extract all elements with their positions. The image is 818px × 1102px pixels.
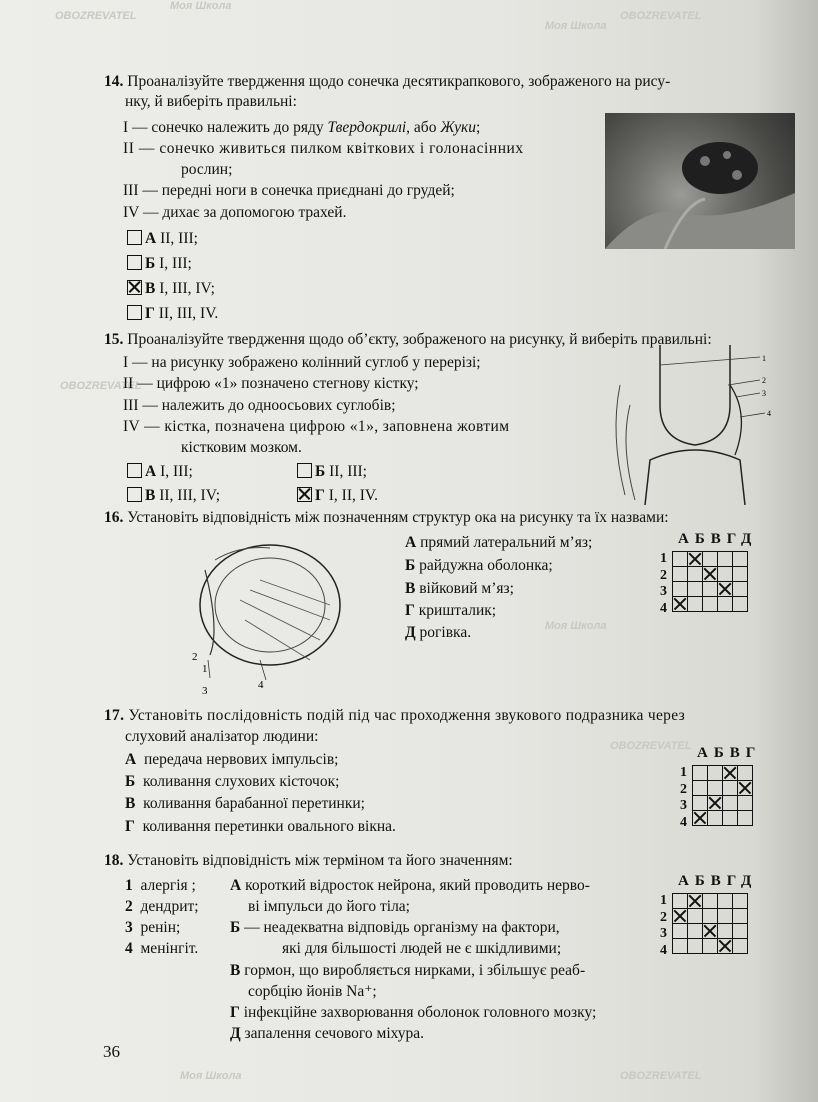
grid-cell[interactable] (673, 552, 688, 567)
q18-def-e (230, 1024, 424, 1044)
grid-cell-checked[interactable] (718, 939, 733, 954)
checkbox[interactable] (127, 305, 142, 320)
knee-label-4: 4 (767, 409, 771, 418)
option-text: I, II, IV. (328, 487, 378, 504)
item-text: коливання перетинки овального вікна. (142, 818, 396, 835)
option-letter: В (145, 487, 156, 504)
row-number: 1 (680, 765, 687, 780)
q15-statement-1: I — на рисунку зображено колінний суглоб у перерізі; (123, 354, 481, 371)
q15-statement-2: II — цифрою «1» позначено стегнову кістку; (123, 375, 419, 392)
grid-cell[interactable] (718, 552, 733, 567)
grid-cell[interactable] (733, 597, 748, 612)
s1-d: Жуки (440, 119, 476, 136)
q15-statement-4b: кістковим мозком. (181, 439, 302, 456)
ladybird-photo (605, 113, 795, 249)
ladybird-illustration (605, 113, 795, 249)
q16-item-b (405, 556, 553, 576)
term-number: 2 (125, 898, 133, 915)
q14-option-a[interactable] (127, 229, 198, 249)
grid-cell[interactable] (718, 909, 733, 924)
grid-cell[interactable] (723, 781, 738, 796)
term-number: 1 (125, 877, 133, 894)
watermark: Моя Школа (545, 20, 607, 32)
row-number: 4 (660, 942, 667, 958)
checkbox[interactable] (127, 463, 142, 478)
item-letter: А (125, 751, 137, 768)
term-text: менінгіт. (140, 940, 199, 957)
item-text: війковий м’яз; (419, 580, 514, 597)
grid-cell[interactable] (703, 894, 718, 909)
row-number: 2 (660, 909, 667, 925)
q18-term-4 (125, 939, 198, 959)
q17-item-a (125, 750, 338, 770)
grid-cell[interactable] (693, 766, 708, 781)
q15-text: Проаналізуйте твердження щодо об’єкту, зображеного на рисунку, й виберіть правильні: (127, 331, 712, 348)
item-text: райдужна оболонка; (419, 557, 553, 574)
grid-cell[interactable] (738, 796, 753, 811)
q17-line1 (104, 706, 685, 726)
q16-grid-header: АБВГД (678, 531, 758, 547)
q16-item-d (405, 601, 496, 621)
grid-cell[interactable] (688, 909, 703, 924)
item-text: рогівка. (419, 624, 472, 641)
q16-item-e (405, 623, 471, 643)
row-number: 1 (660, 551, 667, 566)
item-letter: А (405, 534, 417, 551)
option-letter: В (145, 280, 156, 297)
grid-cell[interactable] (688, 939, 703, 954)
q14-text: Проаналізуйте твердження щодо сонечка десятикрапкового, зображеного на рису- (127, 73, 671, 90)
grid-cell[interactable] (738, 766, 753, 781)
checkbox[interactable] (127, 487, 142, 502)
q14-option-d[interactable] (127, 304, 218, 324)
q18-def-a (230, 876, 590, 896)
q14-statement-2: II — сонечко живиться пилком квіткових і голонасінних (123, 140, 524, 157)
q18-term-3 (125, 918, 180, 938)
item-letter: Б (125, 773, 136, 790)
s1-b: Твердокрилі (327, 119, 407, 136)
item-text: коливання барабанної перетинки; (143, 795, 365, 812)
grid-cell-checked[interactable] (703, 567, 718, 582)
item-letter: Б (405, 557, 416, 574)
q14-option-c[interactable] (127, 279, 215, 299)
q15-option-b[interactable] (297, 462, 367, 482)
item-letter: Д (405, 624, 416, 641)
grid-cell[interactable] (723, 811, 738, 826)
grid-cell[interactable] (718, 597, 733, 612)
option-text: II, III; (329, 463, 367, 480)
option-letter: Б (315, 463, 326, 480)
q18-term-1 (125, 876, 196, 896)
item-letter: В (125, 795, 136, 812)
q18-text: Установіть відповідність між терміном та його значенням: (127, 852, 513, 869)
grid-cell[interactable] (708, 766, 723, 781)
option-text: II, III; (160, 230, 198, 247)
q14-statement-2b: рослин; (181, 161, 233, 178)
grid-cell[interactable] (673, 567, 688, 582)
def-letter: Г (230, 1004, 240, 1021)
grid-cell[interactable] (703, 909, 718, 924)
knee-joint-figure (600, 345, 775, 505)
q18-def-c2: сорбцію йонів Na⁺; (248, 983, 377, 1000)
q18-number: 18. (104, 852, 124, 869)
q18-grid-rows (660, 893, 667, 959)
q14-line2: нку, й виберіть правильні: (125, 93, 297, 110)
grid-cell[interactable] (718, 894, 733, 909)
term-number: 3 (125, 919, 133, 936)
grid-cell-checked[interactable] (723, 766, 738, 781)
q17-number: 17. (104, 707, 125, 724)
grid-cell[interactable] (703, 552, 718, 567)
def-letter: Б (230, 919, 241, 936)
watermark: OBOZREVATEL (610, 740, 692, 752)
s1-e: ; (475, 119, 481, 136)
checkbox[interactable] (127, 230, 142, 245)
grid-cell-checked[interactable] (693, 811, 708, 826)
def-text: — неадекватна відповідь організму на фактори, (244, 919, 560, 936)
q17-item-d (125, 817, 396, 837)
watermark: Моя Школа (180, 1070, 242, 1082)
knee-label-1: 1 (762, 354, 766, 363)
watermark: OBOZREVATEL (60, 380, 142, 392)
grid-cell[interactable] (718, 924, 733, 939)
q18-grid-header: АБВГД (678, 873, 758, 889)
q17-grid-header: АБВГ (697, 745, 762, 761)
option-text: II, III, IV; (159, 487, 221, 504)
row-number: 2 (680, 781, 687, 797)
item-text: прямий латеральний м’яз; (420, 534, 593, 551)
q16-line1 (104, 508, 669, 528)
grid-cell[interactable] (693, 781, 708, 796)
eye-label-3: 3 (202, 685, 208, 697)
q14-line1 (104, 72, 670, 92)
q15-option-c[interactable] (127, 486, 220, 506)
def-letter: А (230, 877, 242, 894)
grid-cell[interactable] (673, 924, 688, 939)
row-number: 3 (660, 926, 667, 942)
q18-def-b2: які для більшості людей не є шкідливими; (282, 940, 562, 957)
q17-item-c (125, 794, 365, 814)
page-number: 36 (103, 1042, 120, 1061)
item-text: кришталик; (418, 602, 497, 619)
def-letter: Д (230, 1025, 241, 1042)
item-text: передача нервових імпульсів; (143, 751, 339, 768)
option-letter: Г (145, 305, 155, 322)
row-number: 2 (660, 567, 667, 583)
checkbox[interactable] (297, 463, 312, 478)
watermark: OBOZREVATEL (55, 10, 137, 22)
row-number: 1 (660, 893, 667, 908)
option-text: I, III; (160, 463, 193, 480)
grid-cell[interactable] (708, 781, 723, 796)
term-text: ренін; (140, 919, 181, 936)
s1-a: I — сонечко належить до ряду (123, 119, 328, 136)
checkbox-checked[interactable] (297, 487, 312, 502)
item-letter: В (405, 580, 416, 597)
q15-number: 15. (104, 331, 124, 348)
grid-cell[interactable] (688, 924, 703, 939)
watermark: OBOZREVATEL (620, 10, 702, 22)
grid-cell[interactable] (703, 939, 718, 954)
q15-statement-3: III — належить до одноосьових суглобів; (123, 397, 396, 414)
option-letter: Б (145, 255, 156, 272)
option-text: I, III, IV; (159, 280, 215, 297)
q16-text: Установіть відповідність між позначенням структур ока на рисунку та їх назвами: (127, 509, 669, 526)
grid-cell-checked[interactable] (673, 597, 688, 612)
option-letter: Г (315, 487, 325, 504)
grid-cell[interactable] (673, 894, 688, 909)
q18-answer-grid[interactable] (672, 893, 748, 954)
knee-label-2: 2 (762, 376, 766, 385)
q17-line2: слуховий аналізатор людини: (125, 728, 319, 745)
knee-label-3: 3 (762, 389, 766, 398)
q16-grid-rows (660, 551, 667, 617)
term-number: 4 (125, 940, 133, 957)
q17-text: Установіть послідовність подій під час проходження звукового подразника через (128, 707, 685, 724)
option-text: I, III; (159, 255, 192, 272)
grid-cell-checked[interactable] (738, 781, 753, 796)
q14-number: 14. (104, 73, 124, 90)
item-text: коливання слухових кісточок; (143, 773, 340, 790)
item-letter: Г (125, 818, 135, 835)
option-letter: А (145, 463, 157, 480)
q15-option-a[interactable] (127, 462, 193, 482)
grid-cell[interactable] (718, 567, 733, 582)
row-number: 3 (660, 584, 667, 600)
watermark: Моя Школа (170, 0, 232, 12)
term-text: дендрит; (140, 898, 199, 915)
grid-cell-checked[interactable] (688, 552, 703, 567)
grid-cell[interactable] (733, 939, 748, 954)
option-text: II, III, IV. (158, 305, 219, 322)
q17-item-b (125, 772, 339, 792)
grid-cell[interactable] (733, 567, 748, 582)
s1-c: , або (406, 119, 441, 136)
row-number: 4 (660, 600, 667, 616)
eye-figure (180, 530, 360, 700)
grid-cell[interactable] (733, 924, 748, 939)
q18-term-2 (125, 897, 199, 917)
grid-cell-checked[interactable] (688, 894, 703, 909)
q16-answer-grid[interactable] (672, 551, 748, 612)
q16-number: 16. (104, 509, 124, 526)
def-letter: В (230, 962, 241, 979)
eye-label-4: 4 (258, 679, 264, 691)
q16-item-c (405, 579, 514, 599)
term-text: алергія ; (140, 877, 196, 894)
grid-cell[interactable] (688, 567, 703, 582)
checkbox[interactable] (127, 255, 142, 270)
grid-cell[interactable] (703, 597, 718, 612)
grid-cell[interactable] (703, 582, 718, 597)
q17-answer-grid[interactable] (692, 765, 753, 826)
def-text: короткий відросток нейрона, який проводить нерво- (245, 877, 590, 894)
q15-statement-4: IV — кістка, позначена цифрою «1», заповнена жовтим (123, 418, 510, 435)
grid-cell-checked[interactable] (673, 909, 688, 924)
q17-grid-rows (680, 765, 687, 831)
q16-item-a (405, 533, 592, 553)
grid-cell[interactable] (673, 939, 688, 954)
grid-cell[interactable] (693, 796, 708, 811)
q14-option-b[interactable] (127, 254, 192, 274)
eye-label-1: 1 (202, 663, 208, 675)
grid-cell[interactable] (708, 811, 723, 826)
grid-cell[interactable] (673, 582, 688, 597)
def-text: гормон, що виробляється нирками, і збільшує реаб- (244, 962, 586, 979)
grid-cell[interactable] (733, 909, 748, 924)
q18-def-c (230, 961, 585, 981)
q18-line1 (104, 851, 513, 871)
q18-def-a2: ві імпульси до його тіла; (248, 898, 410, 915)
eye-label-2: 2 (192, 651, 198, 663)
grid-cell[interactable] (733, 552, 748, 567)
q14-statement-1 (123, 118, 480, 138)
def-text: інфекційне захворювання оболонок головного мозку; (243, 1004, 597, 1021)
grid-cell[interactable] (733, 894, 748, 909)
q14-statement-3: III — передні ноги в сонечка приєднані до грудей; (123, 182, 455, 199)
def-text: запалення сечового міхура. (244, 1025, 425, 1042)
q18-def-d (230, 1003, 596, 1023)
grid-cell-checked[interactable] (708, 796, 723, 811)
grid-cell-checked[interactable] (703, 924, 718, 939)
watermark: OBOZREVATEL (620, 1070, 702, 1082)
grid-cell[interactable] (688, 582, 703, 597)
checkbox-checked[interactable] (127, 280, 142, 295)
q15-option-d[interactable] (297, 486, 378, 506)
item-letter: Г (405, 602, 415, 619)
option-letter: А (145, 230, 157, 247)
grid-cell[interactable] (688, 597, 703, 612)
grid-cell[interactable] (723, 796, 738, 811)
grid-cell-checked[interactable] (718, 582, 733, 597)
watermark: Моя Школа (545, 620, 607, 632)
grid-cell[interactable] (738, 811, 753, 826)
grid-cell[interactable] (733, 582, 748, 597)
q18-def-b (230, 918, 560, 938)
row-number: 4 (680, 814, 687, 830)
q14-statement-4: IV — дихає за допомогою трахей. (123, 204, 347, 221)
row-number: 3 (680, 798, 687, 814)
